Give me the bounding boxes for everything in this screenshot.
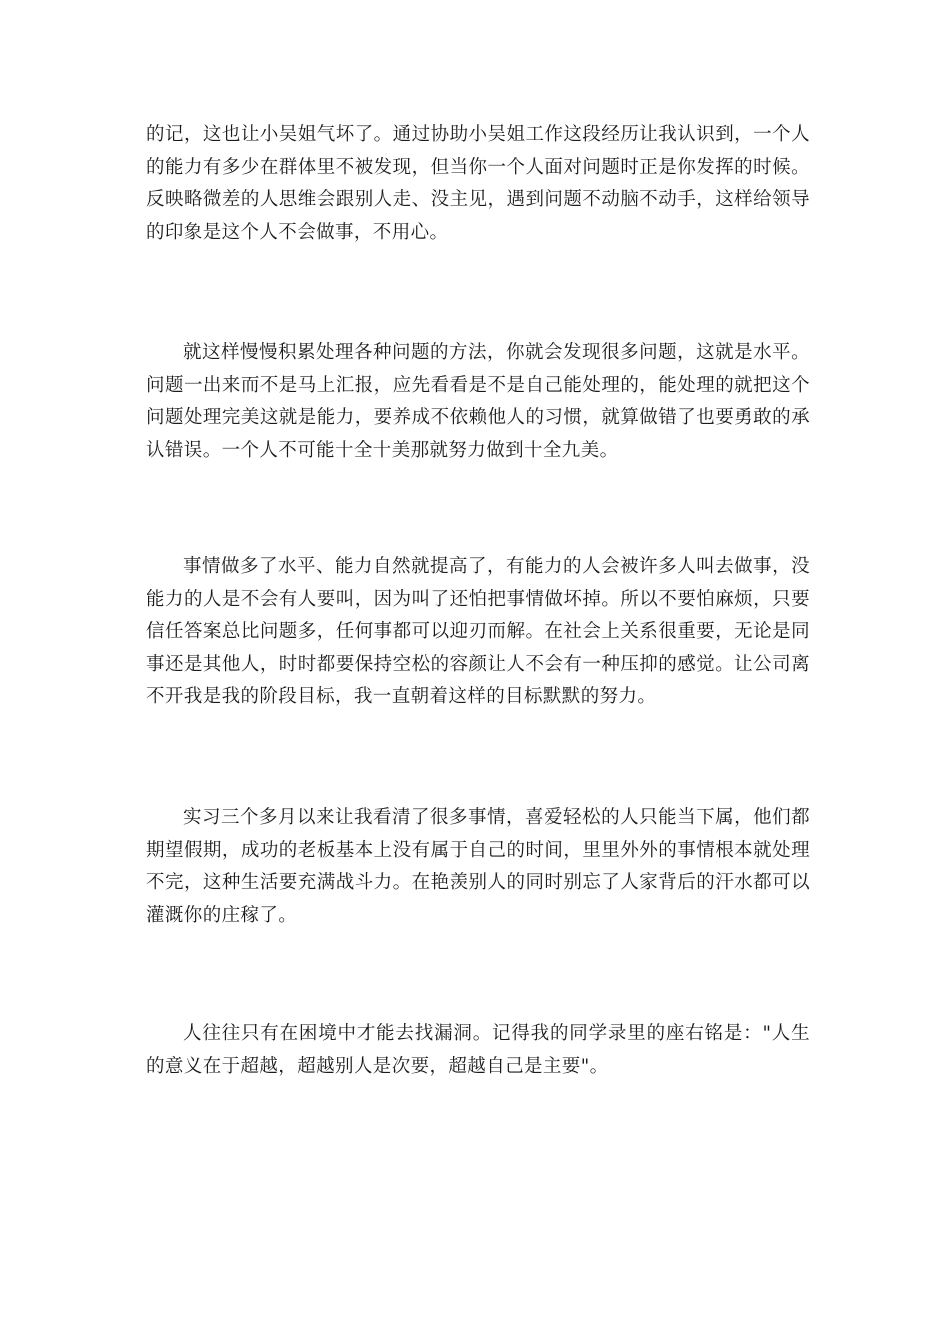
paragraph-3: 事情做多了水平、能力自然就提高了，有能力的人会被许多人叫去做事，没能力的人是不会有人要叫，因为叫了还怕把事情做坏掉。所以不要怕麻烦，只要信任答案总比问题多，任何事都可以迎刃而解。在社会上关系很重要，无论是同事还是其他人，时时都要保持空松的容颜让人不会有一种压抑的感觉。让公司离不开我是我的阶段目标，我一直朝着这样的目标默默的努力。: [146, 556, 810, 707]
paragraph-4: 实习三个多月以来让我看清了很多事情，喜爱轻松的人只能当下属，他们都期望假期，成功的老板基本上没有属于自己的时间，里里外外的事情根本就处理不完，这种生活要充满战斗力。在艳羡别人的同时别忘了人家背后的汗水都可以灌溉你的庄稼了。: [146, 807, 810, 926]
paragraph-1: 的记，这也让小吴姐气坏了。通过协助小吴姐工作这段经历让我认识到，一个人的能力有多少在群体里不被发现，但当你一个人面对问题时正是你发挥的时候。反映略微差的人思维会跟别人走、没主见，遇到问题不动脑不动手，这样给领导的印象是这个人不会做事，不用心。: [146, 124, 810, 243]
paragraph-5: 人往往只有在困境中才能去找漏洞。记得我的同学录里的座右铭是："人生的意义在于超越，超越别人是次要，超越自己是主要"。: [146, 1023, 810, 1077]
paragraph-2: 就这样慢慢积累处理各种问题的方法，你就会发现很多问题，这就是水平。问题一出来而不是马上汇报，应先看看是不是自己能处理的，能处理的就把这个问题处理完美这就是能力，要养成不依赖他人的习惯，就算做错了也要勇敢的承认错误。一个人不可能十全十美那就努力做到十全九美。: [146, 342, 810, 461]
